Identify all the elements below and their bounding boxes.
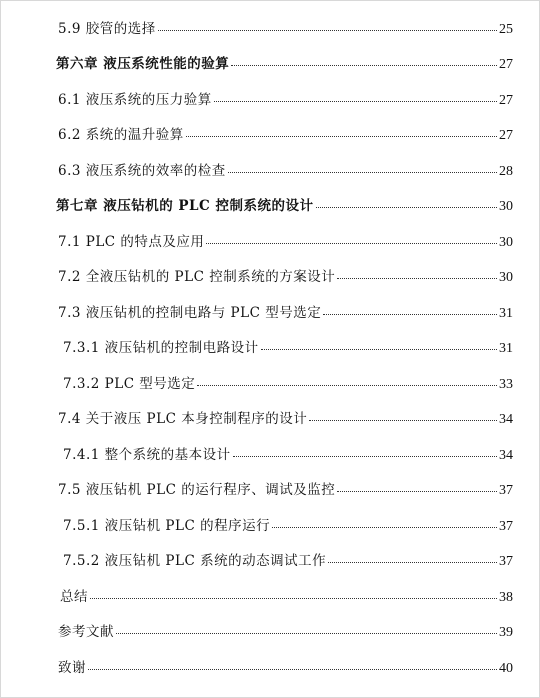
toc-entry-title: 参考文献 [58, 624, 114, 641]
toc-dot-leader [186, 136, 497, 137]
toc-dot-leader [323, 314, 497, 315]
toc-entry[interactable] [0, 225, 540, 261]
toc-entry[interactable] [0, 190, 540, 226]
toc-entry[interactable] [0, 509, 540, 545]
toc-entry-title: 7.3 液压钻机的控制电路与 PLC 型号选定 [58, 304, 322, 321]
toc-entry-page-number: 30 [499, 234, 513, 250]
toc-dot-leader [88, 669, 497, 670]
toc-entry-title: 6.3 液压系统的效率的检查 [58, 162, 226, 179]
toc-entry-page-number: 27 [499, 57, 513, 73]
toc-entry-page-number: 39 [499, 625, 513, 641]
toc-entry-title: 7.4.1 整个系统的基本设计 [63, 446, 231, 463]
toc-entry-title: 6.1 液压系统的压力验算 [58, 91, 212, 108]
toc-entry-page-number: 37 [499, 518, 513, 534]
toc-dot-leader [197, 385, 497, 386]
toc-dot-leader [158, 30, 497, 31]
toc-entry-title: 7.5.2 液压钻机 PLC 系统的动态调试工作 [63, 553, 327, 570]
toc-entry-page-number: 33 [499, 376, 513, 392]
toc-entry-page-number: 40 [499, 660, 513, 676]
toc-entry-title: 6.2 系统的温升验算 [58, 127, 184, 144]
toc-dot-leader [231, 65, 497, 66]
toc-entry-title: 总结 [60, 588, 88, 605]
toc-dot-leader [261, 349, 497, 350]
toc-entry-page-number: 30 [499, 270, 513, 286]
toc-entry-title: 7.3.2 PLC 型号选定 [63, 375, 196, 392]
toc-entry-page-number: 31 [499, 305, 513, 321]
toc-entry[interactable] [0, 474, 540, 510]
toc-dot-leader [206, 243, 497, 244]
toc-dot-leader [90, 598, 497, 599]
toc-entry-page-number: 25 [499, 21, 513, 37]
toc-dot-leader [337, 491, 497, 492]
toc-entry-page-number: 30 [499, 199, 513, 215]
toc-entry-title: 7.5 液压钻机 PLC 的运行程序、调试及监控 [58, 482, 336, 499]
toc-entry-title: 7.4 关于液压 PLC 本身控制程序的设计 [58, 411, 308, 428]
toc-entry-title: 致谢 [58, 659, 86, 676]
toc-entry-title: 7.3.1 液压钻机的控制电路设计 [63, 340, 259, 357]
toc-entry-page-number: 31 [499, 341, 513, 357]
toc-dot-leader [214, 101, 497, 102]
toc-entry[interactable] [0, 438, 540, 474]
toc-dot-leader [316, 207, 498, 208]
toc-entry[interactable] [0, 48, 540, 84]
toc-entry-page-number: 37 [499, 554, 513, 570]
toc-entry[interactable] [0, 83, 540, 119]
toc-entry[interactable] [0, 332, 540, 368]
toc-entry-page-number: 27 [499, 92, 513, 108]
toc-entry-title: 7.1 PLC 的特点及应用 [58, 233, 205, 250]
toc-dot-leader [328, 562, 497, 563]
toc-entry[interactable] [0, 261, 540, 297]
toc-entry[interactable] [0, 119, 540, 155]
toc-entry[interactable] [0, 296, 540, 332]
toc-entry-title: 第七章 液压钻机的 PLC 控制系统的设计 [56, 198, 314, 215]
toc-entry[interactable] [0, 403, 540, 439]
toc-entry[interactable] [0, 154, 540, 190]
toc-entry-page-number: 38 [499, 589, 513, 605]
toc-entry-page-number: 37 [499, 483, 513, 499]
toc-dot-leader [272, 527, 497, 528]
toc-dot-leader [116, 633, 497, 634]
toc-entry[interactable] [0, 545, 540, 581]
toc-entry[interactable] [0, 12, 540, 48]
toc-entry-page-number: 27 [499, 128, 513, 144]
toc-dot-leader [309, 420, 497, 421]
toc-entry-title: 7.5.1 液压钻机 PLC 的程序运行 [63, 517, 271, 534]
toc-entry-title: 第六章 液压系统性能的验算 [56, 56, 230, 73]
toc-entry-page-number: 34 [499, 447, 513, 463]
toc-dot-leader [228, 172, 497, 173]
toc-dot-leader [233, 456, 497, 457]
toc-entry[interactable] [0, 580, 540, 616]
toc-entry[interactable] [0, 651, 540, 687]
table-of-contents [0, 12, 540, 687]
toc-entry-title: 7.2 全液压钻机的 PLC 控制系统的方案设计 [58, 269, 336, 286]
toc-dot-leader [337, 278, 497, 279]
toc-entry-page-number: 34 [499, 412, 513, 428]
toc-entry-page-number: 28 [499, 163, 513, 179]
toc-entry-title: 5.9 胶管的选择 [58, 20, 156, 37]
toc-entry[interactable] [0, 616, 540, 652]
toc-entry[interactable] [0, 367, 540, 403]
